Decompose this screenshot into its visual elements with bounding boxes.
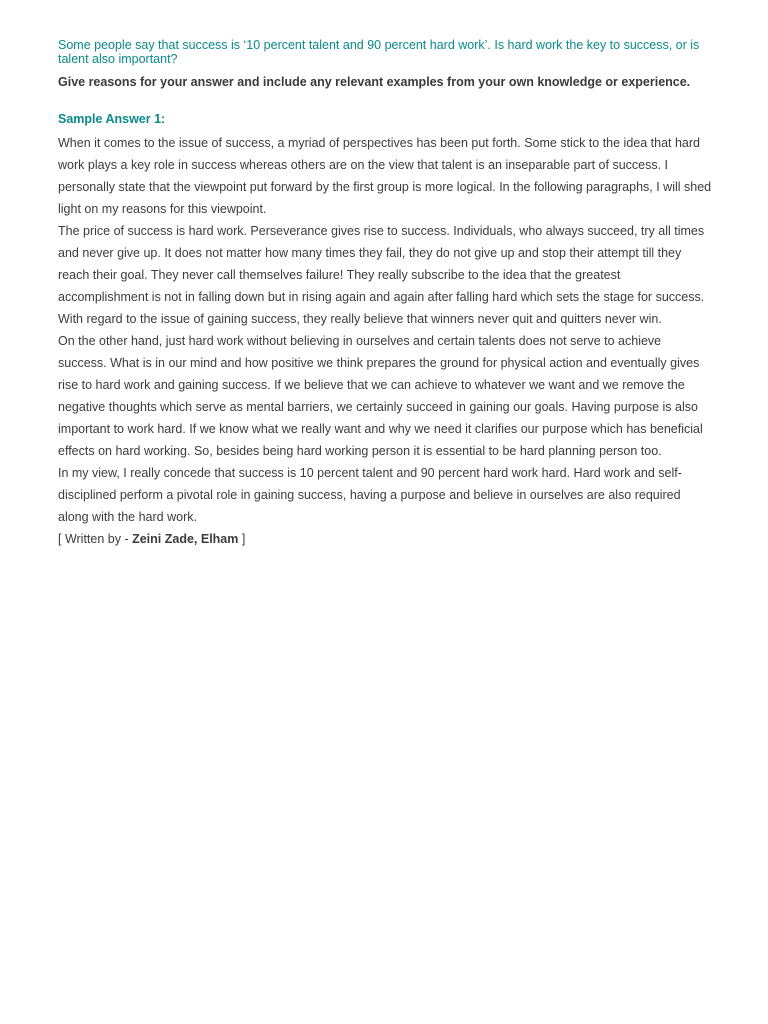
answer-paragraph-intro: When it comes to the issue of success, a myriad of perspectives has been put forth. Some stick to the idea that hard work plays a key role in success whereas others are on the view that talent is an inseparable part of success. I personally state that the viewpoint put forward by the first group is more logical. In the following paragraphs, I will shed light on my reasons for this viewpoint. <box>58 136 712 216</box>
answer-paragraph-conclusion: In my view, I really concede that success is 10 percent talent and 90 percent hard work hard. Hard work and self-disciplined perform a pivotal role in gaining success, having a purpose and believe in ourselves are also required along with the hard work. <box>58 466 682 524</box>
sample-answer <box>58 110 712 550</box>
author-name: Zeini Zade, Elham <box>132 532 239 546</box>
answer-paragraph-hard-work: The price of success is hard work. Perseverance gives rise to success. Individuals, who always succeed, try all times and never give up. It does not matter how many times they fail, they do not give up and stop their attempt till they reach their goal. They never call themselves failure! They really subscribe to the idea that the greatest accomplishment is not in falling down but in rising again and again after falling hard which sets the stage for success. With regard to the issue of gaining success, they really believe that winners never quit and quitters never win. <box>58 224 705 326</box>
byline-prefix: [ Written by - <box>58 532 133 546</box>
question-prompt: Some people say that success is ‘10 percent talent and 90 percent hard work’. Is hard work the key to success, or is talent also important? <box>58 38 700 66</box>
instruction-text: Give reasons for your answer and include any relevant examples from your own knowledge or experience. <box>58 75 691 89</box>
sample-answer-heading: Sample Answer 1: <box>58 112 166 126</box>
answer-paragraph-talent: On the other hand, just hard work without believing in ourselves and certain talents does not serve to achieve success. What is in our mind and how positive we think prepares the ground for physical action and eventually gives rise to hard work and gaining success. If we believe that we can achieve to whatever we want and we remove the negative thoughts which serve as mental barriers, we certainly succeed in gaining our goals. Having purpose is also important to work hard. If we know what we really want and why we need it clarifies our purpose which has beneficial effects on hard working. So, besides being hard working person it is essential to be hard planning person too. <box>58 334 703 458</box>
byline-suffix: ] <box>238 532 246 546</box>
byline <box>58 528 712 550</box>
